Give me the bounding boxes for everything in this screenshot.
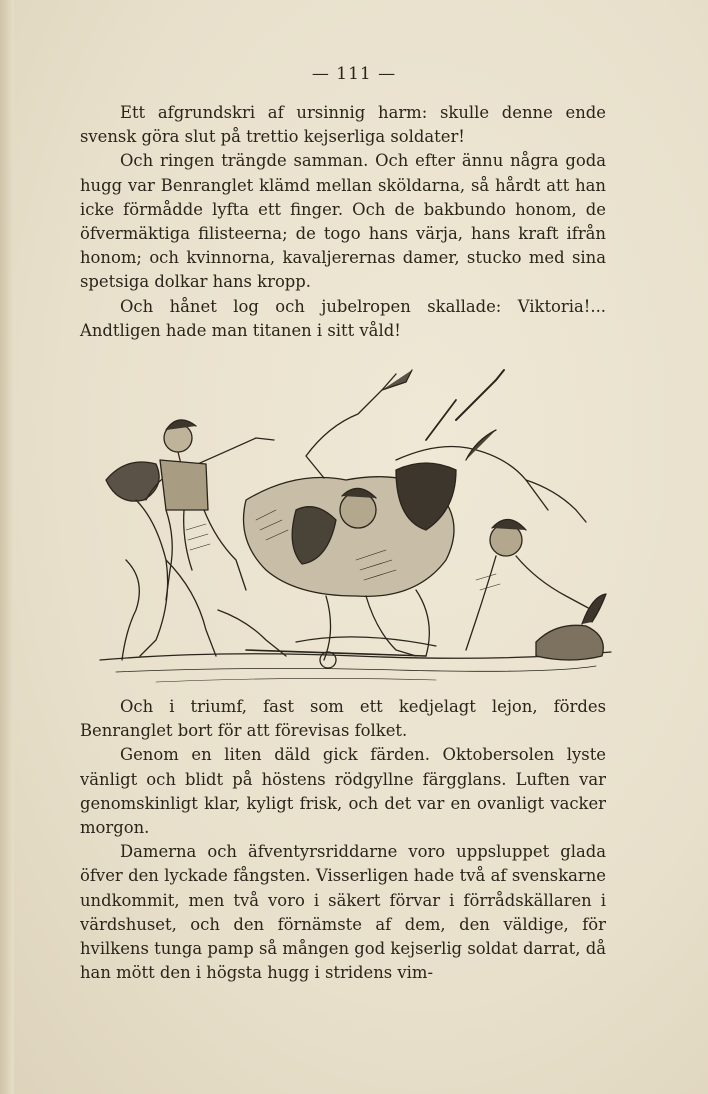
page-binding-edge <box>0 0 14 1094</box>
paragraph: Ett afgrundskri af ursinnig harm: skulle denne ende svensk göra slut på trettio kejserliga soldater! <box>80 103 606 147</box>
battle-scene-illustration-icon <box>96 360 616 688</box>
paragraph: Damerna och äfventyrsriddarne voro uppsluppet glada öfver den lyckade fångsten. Visserligen hade två af svenskarne undkommit, men två voro i säkert förvar i förrådskällaren i värdshuset, och den förnämste af dem, den väldige, för hvilkens tunga pamp så mången god kejserlig soldat darrat, då han mött den i högsta hugg i stridens vim- <box>80 842 606 983</box>
paragraph: Genom en liten däld gick färden. Oktobersolen lyste vänligt och blidt på höstens rödgyllne färgglans. Luften var genomskinligt klar, kyligt frisk, och det var en ovanligt vacker morgon. <box>80 745 606 838</box>
paragraph: Och ringen trängde samman. Och efter ännu några goda hugg var Benranglet klämd mellan sköldarna, så hårdt att han icke förmådde lyfta ett finger. Och de bakbundo honom, de öfvermäktiga filisteerna; de togo hans värja, hans kraft ifrån honom; och kvinnorna, kavaljerernas damer, stucko med sina spetsiga dolkar hans kropp. <box>80 151 606 292</box>
paragraph: Och hånet log och jubelropen skallade: Viktoria!... Andtligen hade man titanen i sitt våld! <box>80 296 606 340</box>
top-text-block <box>80 101 606 343</box>
paragraph: Och i triumf, fast som ett kedjelagt lejon, fördes Benranglet bort för att förevisas folket. <box>80 697 606 741</box>
bottom-text-block <box>80 695 606 985</box>
page-number: — 111 — <box>311 64 397 84</box>
